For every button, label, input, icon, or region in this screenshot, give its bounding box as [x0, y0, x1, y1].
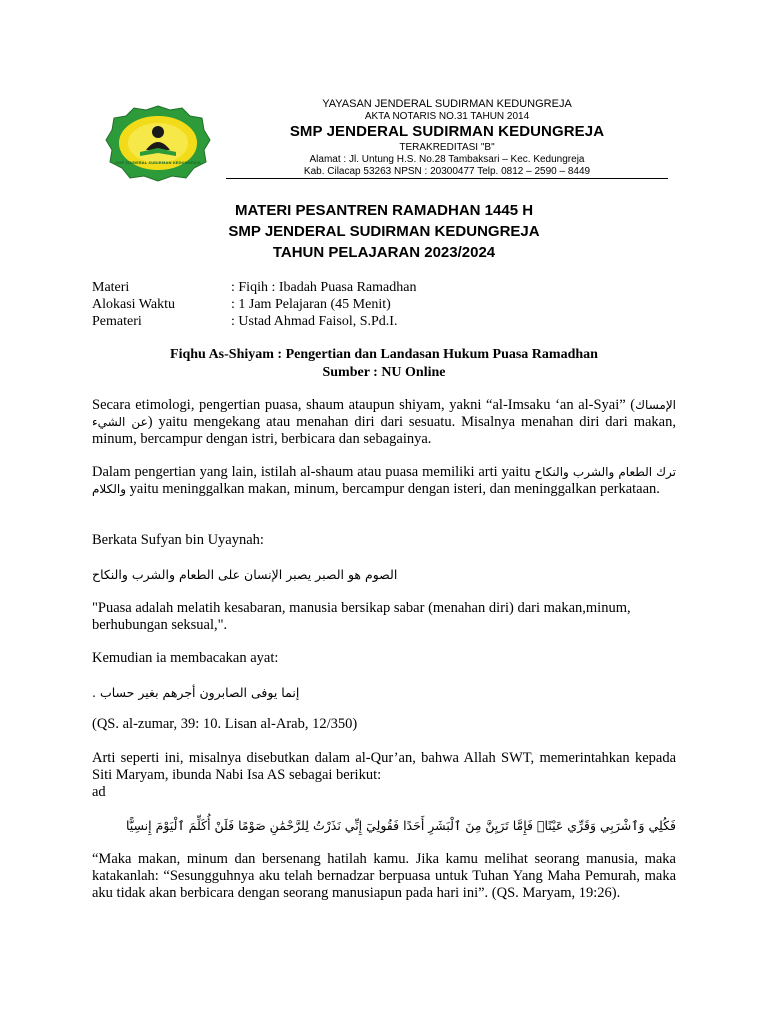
- document-title: [0, 200, 768, 263]
- info-value: : 1 Jam Pelajaran (45 Menit): [231, 297, 391, 312]
- paragraph-reference: (QS. al-zumar, 39: 10. Lisan al-Arab, 12/350): [92, 716, 358, 732]
- logo-text: SMP JENDERAL SUDIRMAN KEDUNGREJA: [115, 160, 201, 165]
- info-value: : Ustad Ahmad Faisol, S.Pd.I.: [231, 314, 398, 329]
- arabic-quote-1: الصوم هو الصبر يصبر الإنسان على الطعام والشرب والنكاح: [92, 567, 398, 582]
- paragraph-sufyan: Berkata Sufyan bin Uyaynah:: [92, 532, 264, 548]
- letterhead: [226, 98, 668, 178]
- paragraph-definition: [92, 464, 676, 498]
- title-line-2: SMP JENDERAL SUDIRMAN KEDUNGREJA: [228, 223, 540, 240]
- arabic-term: ترك الطعام والشرب والنكاح والكلام: [92, 465, 676, 496]
- paragraph-text: yaitu meninggalkan makan, minum, bercampur dengan isteri, dan meninggalkan perkataan.: [126, 481, 660, 497]
- info-value: : Fiqih : Ibadah Puasa Ramadhan: [231, 280, 417, 295]
- section-subtitle: [0, 346, 768, 382]
- title-line-3: TAHUN PELAJARAN 2023/2024: [272, 244, 496, 261]
- arabic-verse: فَكُلِي وَٱشْرَبِي وَقَرِّي عَيْنًاۖ فَإِمَّا تَرَيِنَّ مِنَ ٱلْبَشَرِ أَحَدًا فَقُولِيٓ إِنِّي نَذَرْتُ لِلرَّحْمَٰنِ صَوْمًا فَلَنْ أُكَلِّمَ ٱلْيَوْمَ إِنسِيًّا: [125, 818, 676, 833]
- paragraph-text: Arti seperti ini, misalnya disebutkan dalam al-Qur’an, bahwa Allah SWT, memerintahkan kepada Siti Maryam, ibunda Nabi Isa AS sebagai berikut:: [92, 750, 676, 783]
- arabic-quote-2: إنما يوفى الصابرون أجرهم بغير حساب .: [92, 685, 300, 700]
- info-label: Materi: [92, 280, 130, 295]
- foundation-name: YAYASAN JENDERAL SUDIRMAN KEDUNGREJA: [322, 98, 572, 110]
- paragraph-verse-intro: Kemudian ia membacakan ayat:: [92, 650, 279, 666]
- info-table: [92, 279, 416, 330]
- school-name: SMP JENDERAL SUDIRMAN KEDUNGREJA: [289, 123, 605, 140]
- paragraph-text: Secara etimologi, pengertian puasa, shaum ataupun shiyam, yakni “al-Imsaku ‘an al-Syai” (: [92, 397, 636, 413]
- contact-line: Kab. Cilacap 53263 NPSN : 20300477 Telp. 0812 – 2590 – 8449: [303, 166, 591, 177]
- school-logo-icon: [104, 104, 212, 182]
- paragraph-fragment: ad: [92, 784, 106, 800]
- paragraph-maryam: [92, 750, 676, 801]
- paragraph-text: Dalam pengertian yang lain, istilah al-shaum atau puasa memiliki arti yaitu: [92, 464, 535, 480]
- info-row: [92, 279, 416, 296]
- letterhead-divider: [226, 178, 668, 179]
- subtitle-source: Sumber : NU Online: [322, 365, 446, 380]
- address-line: Alamat : Jl. Untung H.S. No.28 Tambaksari – Kec. Kedungreja: [309, 154, 585, 165]
- paragraph-etymology: [92, 397, 676, 448]
- info-row: [92, 296, 416, 313]
- title-line-1: MATERI PESANTREN RAMADHAN 1445 H: [234, 202, 534, 219]
- paragraph-text: ) yaitu mengekang atau menahan diri dari sesuatu. Misalnya menahan diri dari makan, minum, bercampur dengan istri, berbicara dan sebagainya.: [92, 414, 676, 447]
- subtitle-line-1: Fiqhu As-Shiyam : Pengertian dan Landasan Hukum Puasa Ramadhan: [170, 347, 598, 362]
- paragraph-verse-translation: “Maka makan, minum dan bersenang hatilah kamu. Jika kamu melihat seorang manusia, maka katakanlah: “Sesungguhnya aku telah bernadzar berpuasa untuk Tuhan Yang Maha Pemurah, maka aku tidak akan berbicara dengan seorang manusiapun pada hari ini”. (QS. Maryam, 19:26).: [92, 851, 676, 901]
- accreditation-line: TERAKREDITASI "B": [399, 142, 495, 153]
- info-label: Alokasi Waktu: [92, 297, 175, 312]
- info-label: Pemateri: [92, 314, 142, 329]
- info-row: [92, 313, 416, 330]
- paragraph-translation: "Puasa adalah melatih kesabaran, manusia bersikap sabar (menahan diri) dari makan,minum, berhubungan seksual,".: [92, 600, 631, 633]
- arabic-term: الإمساك عن الشيء: [92, 398, 676, 429]
- notary-line: AKTA NOTARIS NO.31 TAHUN 2014: [364, 111, 530, 122]
